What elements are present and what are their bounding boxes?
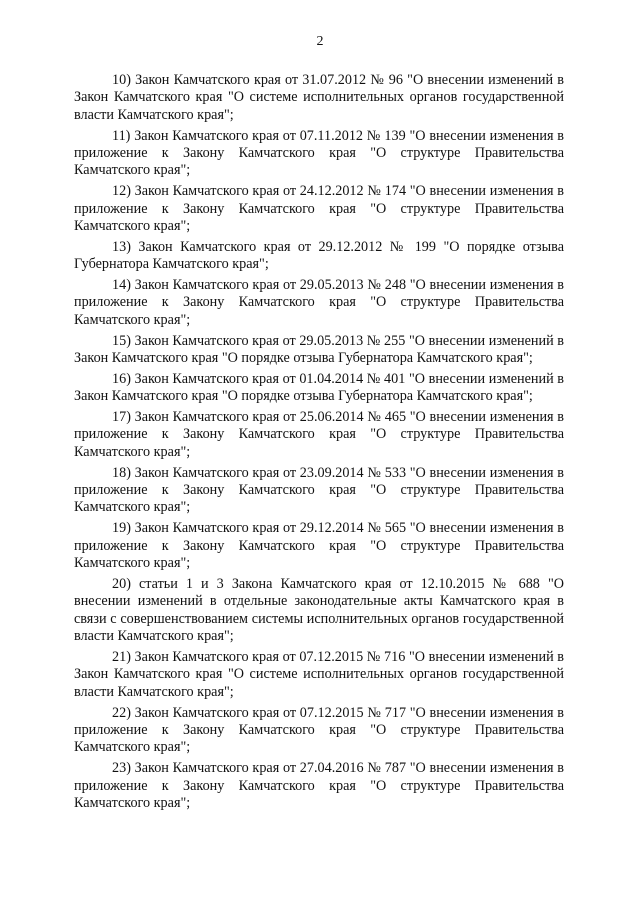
list-item: 15) Закон Камчатского края от 29.05.2013 № 255 "О внесении изменений в Закон Камчатского края "О порядке отзыва Губернатора Камчатского края";: [74, 332, 564, 367]
list-item: 18) Закон Камчатского края от 23.09.2014 № 533 "О внесении изменения в приложение к Закону Камчатского края "О структуре Правительства Камчатского края";: [74, 464, 564, 516]
law-list: [74, 72, 564, 816]
list-item: 16) Закон Камчатского края от 01.04.2014 № 401 "О внесении изменений в Закон Камчатского края "О порядке отзыва Губернатора Камчатского края";: [74, 370, 564, 405]
page-number: 2: [316, 34, 324, 49]
list-item: 14) Закон Камчатского края от 29.05.2013 № 248 "О внесении изменения в приложение к Закону Камчатского края "О структуре Правительства Камчатского края";: [74, 277, 564, 328]
list-item: 22) Закон Камчатского края от 07.12.2015 № 717 "О внесении изменения в приложение к Закону Камчатского края "О структуре Правительства Камчатского края";: [74, 704, 564, 756]
list-item: 12) Закон Камчатского края от 24.12.2012 № 174 "О внесении изменения в приложение к Закону Камчатского края "О структуре Правительства Камчатского края";: [74, 183, 564, 235]
list-item: 20) статьи 1 и 3 Закона Камчатского края от 12.10.2015 № 688 "О внесении изменений в отдельные законодательные акты Камчатского края в связи с совершенствованием системы исполнительных органов государственной власти Камчатского края";: [74, 575, 564, 645]
list-item: 17) Закон Камчатского края от 25.06.2014 № 465 "О внесении изменения в приложение к Закону Камчатского края "О структуре Правительства Камчатского края";: [74, 409, 564, 460]
list-item: 11) Закон Камчатского края от 07.11.2012 № 139 "О внесении изменения в приложение к Закону Камчатского края "О структуре Правительства Камчатского края";: [74, 127, 564, 179]
list-item: 10) Закон Камчатского края от 31.07.2012 № 96 "О внесении изменений в Закон Камчатского края "О системе исполнительных органов государственной власти Камчатского края";: [74, 72, 564, 123]
list-item: 19) Закон Камчатского края от 29.12.2014 № 565 "О внесении изменения в приложение к Закону Камчатского края "О структуре Правительства Камчатского края";: [74, 520, 564, 572]
list-item: 13) Закон Камчатского края от 29.12.2012 № 199 "О порядке отзыва Губернатора Камчатского края";: [74, 238, 564, 273]
list-item: 21) Закон Камчатского края от 07.12.2015 № 716 "О внесении изменений в Закон Камчатского края "О системе исполнительных органов государственной власти Камчатского края";: [74, 648, 564, 700]
list-item: 23) Закон Камчатского края от 27.04.2016 № 787 "О внесении изменения в приложение к Закону Камчатского края "О структуре Правительства Камчатского края";: [74, 760, 564, 811]
